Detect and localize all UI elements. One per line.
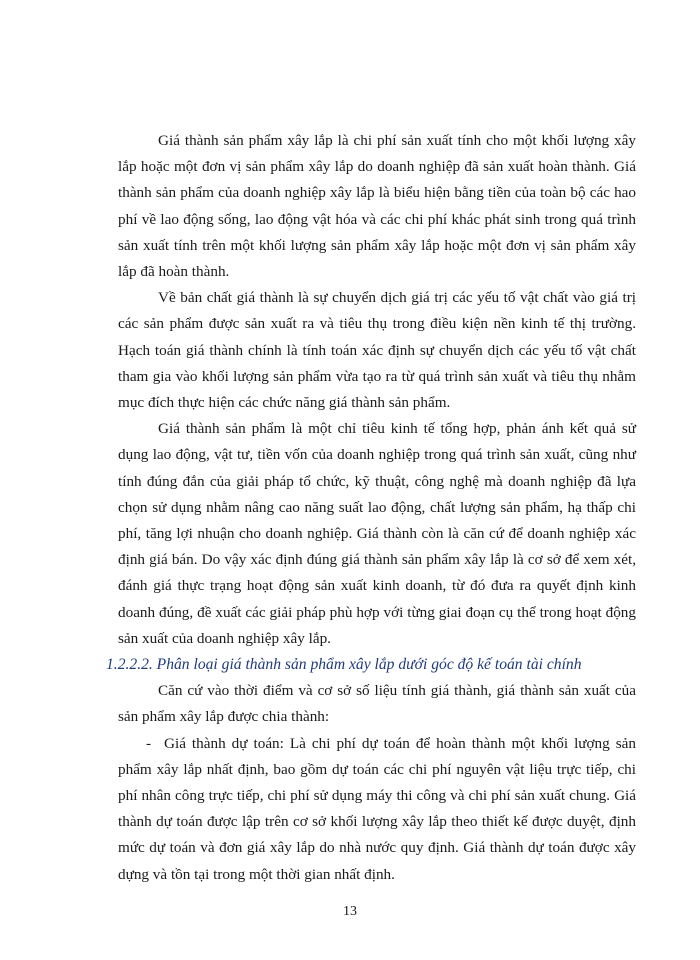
paragraph-cost-indicator: Giá thành sản phẩm là một chỉ tiêu kinh tế tổng hợp, phản ánh kết quả sử dụng lao động, vật tư, tiền vốn của doanh nghiệp trong quá trình sản xuất, cũng như tính đúng đắn của giải pháp tổ chức, kỹ thuật, công nghệ mà doanh nghiệp đã lựa chọn sử dụng nhằm nâng cao năng suất lao động, chất lượng sản phẩm, hạ thấp chi phí, tăng lợi nhuận cho doanh nghiệp. Giá thành còn là căn cứ để doanh nghiệp xác định giá bán. Do vậy xác định đúng giá thành sản phẩm xây lắp là cơ sở để xem xét, đánh giá thực trạng hoạt động sản xuất kinh doanh, từ đó đưa ra quyết định kinh doanh đúng, đề xuất các giải pháp phù hợp với từng giai đoạn cụ thể trong hoạt động sản xuất của doanh nghiệp xây lắp.: [118, 420, 636, 647]
page-number: 13: [343, 904, 357, 919]
document-body: [106, 128, 636, 888]
paragraph-classification-intro: Căn cứ vào thời điểm và cơ sở số liệu tính giá thành, giá thành sản xuất của sản phẩm xây lắp được chia thành:: [118, 682, 636, 726]
section-heading: 1.2.2.2. Phân loại giá thành sản phẩm xây lắp dưới góc độ kế toán tài chính: [106, 656, 582, 674]
bullet-item-estimated-cost: [118, 731, 636, 888]
paragraph-cost-nature: Về bản chất giá thành là sự chuyển dịch giá trị các yếu tố vật chất vào giá trị các sản phẩm được sản xuất ra và tiêu thụ trong điều kiện nền kinh tế thị trường. Hạch toán giá thành chính là tính toán xác định sự chuyển dịch các yếu tố vật chất tham gia vào khối lượng sản phẩm vừa tạo ra từ quá trình sản xuất và tiêu thụ nhằm mục đích thực hiện các chức năng giá thành sản phẩm.: [118, 289, 636, 412]
paragraph-cost-definition: Giá thành sản phẩm xây lắp là chi phí sản xuất tính cho một khối lượng xây lắp hoặc một đơn vị sản phẩm xây lắp do doanh nghiệp đã sản xuất hoàn thành. Giá thành sản phẩm của doanh nghiệp xây lắp là biểu hiện bằng tiền của toàn bộ các hao phí về lao động sống, lao động vật hóa và các chi phí khác phát sinh trong quá trình sản xuất tính trên một khối lượng sản phẩm xây lắp hoặc một đơn vị sản phẩm xây lắp đã hoàn thành.: [118, 132, 636, 281]
bullet-item-text: Giá thành dự toán: Là chi phí dự toán để hoàn thành một khối lượng sản phẩm xây lắp nhất định, bao gồm dự toán các chi phí nguyên vật liệu trực tiếp, chi phí nhân công trực tiếp, chi phí sử dụng máy thi công và chi phí sản xuất chung. Giá thành dự toán được lập trên cơ sở khối lượng xây lắp theo thiết kế được duyệt, định mức dự toán và đơn giá xây lắp do nhà nước quy định. Giá thành dự toán được xây dựng và tồn tại trong một thời gian nhất định.: [118, 734, 636, 883]
bullet-dash: -: [146, 734, 152, 752]
